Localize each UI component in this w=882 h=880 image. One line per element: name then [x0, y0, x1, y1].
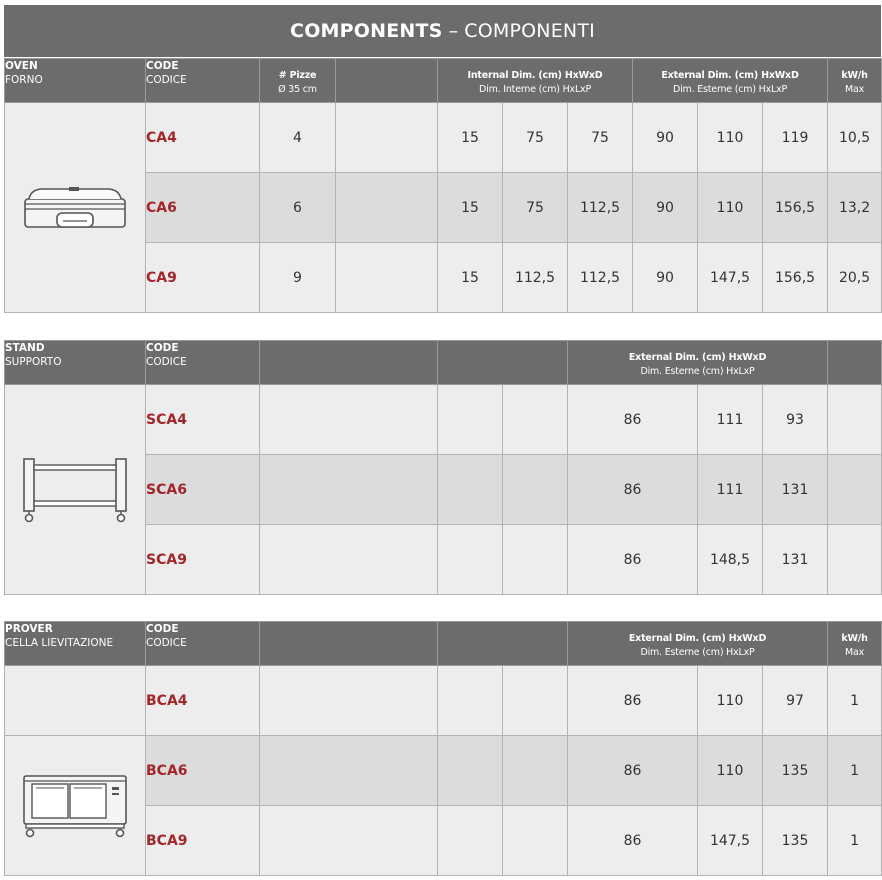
title-separator: – [448, 20, 459, 42]
empty-cell [260, 736, 438, 806]
empty-cell [503, 666, 568, 736]
empty-cell [260, 385, 438, 455]
stand-table [4, 340, 882, 595]
product-code: SCA9 [146, 525, 260, 595]
kw-header: kW/h Max [828, 622, 882, 666]
external-d: 93 [763, 385, 828, 455]
external-dim-header: External Dim. (cm) HxWxD Dim. Esterne (cm) HxLxP [568, 622, 828, 666]
stand-icon [22, 457, 128, 523]
external-d: 156,5 [763, 173, 828, 243]
table-row [5, 385, 882, 455]
empty-cell [336, 173, 438, 243]
external-w: 111 [698, 385, 763, 455]
product-code: BCA9 [146, 806, 260, 876]
empty-cell [438, 666, 503, 736]
kw-value: 1 [828, 806, 882, 876]
internal-w: 75 [503, 173, 568, 243]
external-d: 156,5 [763, 243, 828, 313]
pizze-value: 4 [260, 103, 336, 173]
empty-header [336, 59, 438, 103]
oven-header-row [5, 59, 882, 103]
empty-cell [828, 525, 882, 595]
empty-cell [503, 806, 568, 876]
prover-table [4, 621, 882, 876]
external-w: 110 [698, 173, 763, 243]
oven-table [4, 58, 882, 313]
empty-cell [503, 525, 568, 595]
external-h: 90 [633, 173, 698, 243]
prover-code-header: CODE CODICE [146, 622, 260, 666]
external-w: 110 [698, 666, 763, 736]
table-row [5, 666, 882, 736]
empty-cell [260, 806, 438, 876]
external-dim-header: External Dim. (cm) HxWxD Dim. Esterne (cm) HxLxP [633, 59, 828, 103]
stand-code-header: CODE CODICE [146, 341, 260, 385]
pizze-header: # Pizze Ø 35 cm [260, 59, 336, 103]
external-d: 135 [763, 736, 828, 806]
product-code: BCA6 [146, 736, 260, 806]
internal-dim-header: Internal Dim. (cm) HxWxD Dim. Interne (cm) HxLxP [438, 59, 633, 103]
internal-d: 112,5 [568, 243, 633, 313]
kw-value: 10,5 [828, 103, 882, 173]
external-d: 131 [763, 525, 828, 595]
prover-image-cell [5, 736, 146, 876]
internal-h: 15 [438, 173, 503, 243]
empty-cell [438, 806, 503, 876]
oven-icon [23, 187, 127, 229]
product-code: CA6 [146, 173, 260, 243]
external-dim-header: External Dim. (cm) HxWxD Dim. Esterne (cm) HxLxP [568, 341, 828, 385]
prover-category-header: PROVER CELLA LIEVITAZIONE [5, 622, 146, 666]
product-code: BCA4 [146, 666, 260, 736]
empty-cell [438, 736, 503, 806]
prover-header-row [5, 622, 882, 666]
external-h: 90 [633, 103, 698, 173]
external-w: 147,5 [698, 243, 763, 313]
product-code: SCA6 [146, 455, 260, 525]
empty-cell [438, 525, 503, 595]
internal-w: 112,5 [503, 243, 568, 313]
external-d: 131 [763, 455, 828, 525]
product-code: CA4 [146, 103, 260, 173]
external-d: 135 [763, 806, 828, 876]
empty-cell [336, 243, 438, 313]
external-w: 111 [698, 455, 763, 525]
kw-value: 1 [828, 666, 882, 736]
empty-cell [828, 385, 882, 455]
kw-value: 13,2 [828, 173, 882, 243]
empty-cell [503, 385, 568, 455]
empty-cell [260, 666, 438, 736]
oven-image-cell [5, 103, 146, 313]
pizze-value: 6 [260, 173, 336, 243]
stand-header-row [5, 341, 882, 385]
empty-header [260, 341, 438, 385]
empty-cell [503, 736, 568, 806]
internal-d: 75 [568, 103, 633, 173]
internal-w: 75 [503, 103, 568, 173]
empty-cell [503, 455, 568, 525]
external-h: 86 [568, 385, 698, 455]
empty-cell [828, 455, 882, 525]
external-h: 86 [568, 736, 698, 806]
empty-header [828, 341, 882, 385]
external-w: 110 [698, 736, 763, 806]
external-h: 90 [633, 243, 698, 313]
pizze-value: 9 [260, 243, 336, 313]
product-code: CA9 [146, 243, 260, 313]
empty-header [260, 622, 438, 666]
empty-cell [260, 525, 438, 595]
internal-d: 112,5 [568, 173, 633, 243]
kw-value: 1 [828, 736, 882, 806]
table-row [5, 103, 882, 173]
empty-header [438, 341, 568, 385]
kw-value: 20,5 [828, 243, 882, 313]
product-code: SCA4 [146, 385, 260, 455]
empty-cell [260, 455, 438, 525]
empty-header [438, 622, 568, 666]
stand-image-cell [5, 385, 146, 595]
table-row [5, 736, 882, 806]
empty-cell [438, 455, 503, 525]
empty-cell [438, 385, 503, 455]
external-h: 86 [568, 525, 698, 595]
external-d: 97 [763, 666, 828, 736]
stand-category-header: STAND SUPPORTO [5, 341, 146, 385]
page-title [4, 5, 881, 57]
external-w: 148,5 [698, 525, 763, 595]
empty-cell [336, 103, 438, 173]
external-h: 86 [568, 806, 698, 876]
prover-cabinet-icon [22, 774, 128, 838]
oven-code-header: CODE CODICE [146, 59, 260, 103]
empty-image-cell [5, 666, 146, 736]
internal-h: 15 [438, 103, 503, 173]
kw-header: kW/h Max [828, 59, 882, 103]
title-rest: COMPONENTI [464, 20, 595, 42]
external-h: 86 [568, 455, 698, 525]
external-h: 86 [568, 666, 698, 736]
external-w: 110 [698, 103, 763, 173]
external-d: 119 [763, 103, 828, 173]
oven-category-header: OVEN FORNO [5, 59, 146, 103]
title-bold: COMPONENTS [290, 20, 443, 42]
external-w: 147,5 [698, 806, 763, 876]
internal-h: 15 [438, 243, 503, 313]
